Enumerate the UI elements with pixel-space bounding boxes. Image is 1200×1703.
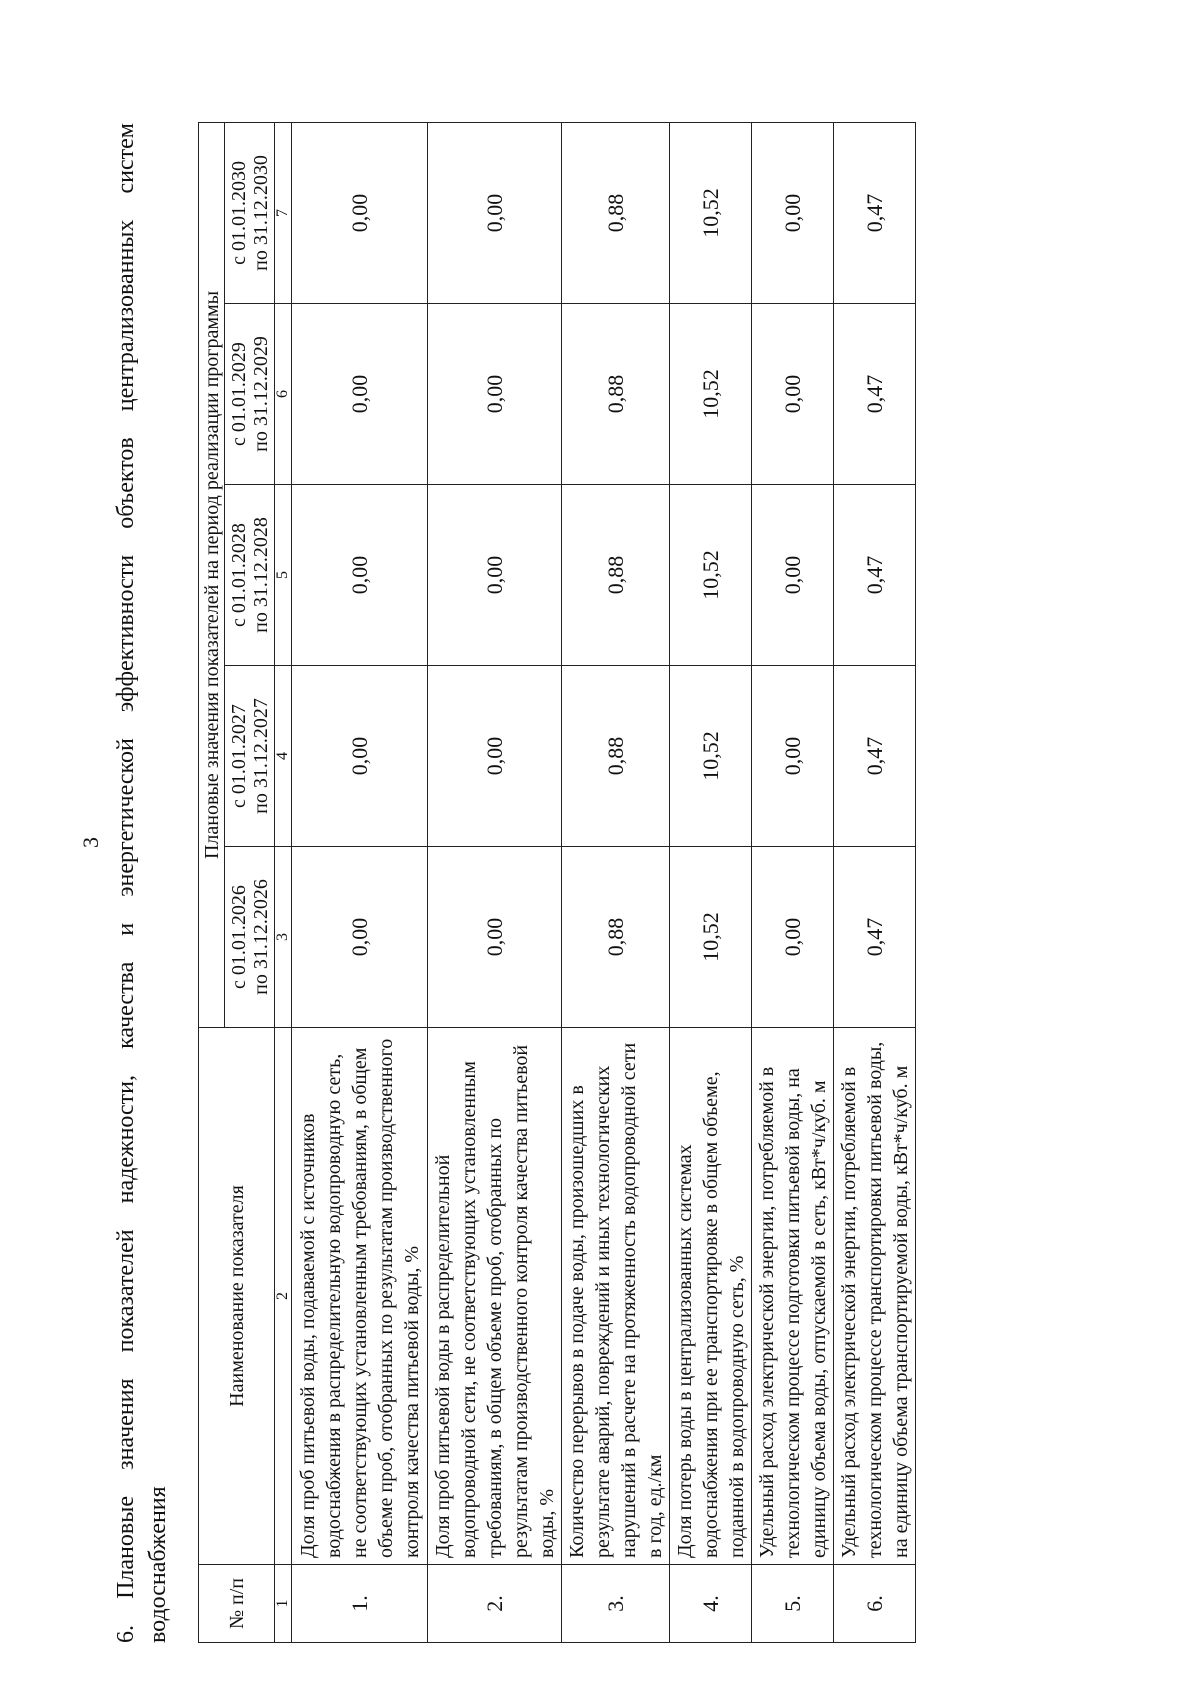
column-index: 6 (275, 304, 292, 485)
value-cell: 10,52 (670, 666, 752, 847)
value-cell: 0,88 (562, 485, 670, 666)
value-cell: 0,00 (292, 847, 428, 1028)
value-cell: 0,47 (834, 666, 916, 847)
indicator-name: Доля проб питьевой воды в распределительной водопроводной сети, не соответствующих установленным требованиям, в общем объеме проб, отобранных по результатам производственного контроля качества питьевой воды, % (428, 1028, 562, 1565)
indicator-name: Количество перерывов в подаче воды, произошедших в результате аварий, повреждений и иных технологических нарушений в расчете на протяженность водопроводной сети в год, ед./км (562, 1028, 670, 1565)
value-cell: 10,52 (670, 485, 752, 666)
indicator-name: Удельный расход электрической энергии, потребляемой в технологическом процессе транспортировки питьевой воды, на единицу объема транспортируемой воды, кВт*ч/куб. м (834, 1028, 916, 1565)
table-row (752, 122, 834, 1642)
row-number: 2. (428, 1565, 562, 1643)
header-period: с 01.01.2029 по 31.12.2029 (225, 304, 275, 485)
value-cell: 0,00 (752, 847, 834, 1028)
value-cell: 0,88 (562, 666, 670, 847)
column-index: 1 (275, 1565, 292, 1643)
value-cell: 0,47 (834, 847, 916, 1028)
value-cell: 0,00 (292, 122, 428, 303)
value-cell: 0,47 (834, 122, 916, 303)
value-cell: 10,52 (670, 122, 752, 303)
value-cell: 10,52 (670, 304, 752, 485)
value-cell: 0,00 (292, 666, 428, 847)
column-index: 4 (275, 666, 292, 847)
page-number: 3 (78, 837, 103, 848)
value-cell: 0,00 (428, 122, 562, 303)
value-cell: 0,88 (562, 847, 670, 1028)
value-cell: 0,00 (752, 666, 834, 847)
table-row (834, 122, 916, 1642)
value-cell: 0,00 (292, 485, 428, 666)
column-index: 2 (275, 1028, 292, 1565)
table-row (670, 122, 752, 1642)
section-heading (110, 123, 174, 1643)
table-row (562, 122, 670, 1642)
row-number: 6. (834, 1565, 916, 1643)
header-period: с 01.01.2026 по 31.12.2026 (225, 847, 275, 1028)
header-period: с 01.01.2028 по 31.12.2028 (225, 485, 275, 666)
row-number: 3. (562, 1565, 670, 1643)
value-cell: 0,00 (752, 304, 834, 485)
column-index: 5 (275, 485, 292, 666)
indicator-name: Доля потерь воды в централизованных системах водоснабжения при ее транспортировке в общем объеме, поданной в водопроводную сеть, % (670, 1028, 752, 1565)
table-row (292, 122, 428, 1642)
value-cell: 0,00 (292, 304, 428, 485)
column-index: 3 (275, 847, 292, 1028)
value-cell: 0,00 (428, 485, 562, 666)
indicator-name: Удельный расход электрической энергии, потребляемой в технологическом процессе подготовки питьевой воды, на единицу объема воды, отпускаемой в сеть, кВт*ч/куб. м (752, 1028, 834, 1565)
value-cell: 0,47 (834, 304, 916, 485)
heading-line-1: 6. Плановые значения показателей надежности, качества и энергетической эффективности объектов централизованных систем (113, 123, 139, 1643)
indicators-table (198, 122, 916, 1643)
value-cell: 0,00 (428, 847, 562, 1028)
header-num: № п/п (199, 1565, 275, 1643)
table-row (428, 122, 562, 1642)
value-cell: 0,47 (834, 485, 916, 666)
heading-line-2: водоснабжения (145, 1486, 171, 1643)
column-index: 7 (275, 122, 292, 303)
row-number: 4. (670, 1565, 752, 1643)
indicator-name: Доля проб питьевой воды, подаваемой с источников водоснабжения в распределительную водопроводную сеть, не соответствующих установленным требованиям, в общем объеме проб, отобранных по результатам производственного контроля качества питьевой воды, % (292, 1028, 428, 1565)
row-number: 1. (292, 1565, 428, 1643)
value-cell: 0,88 (562, 122, 670, 303)
value-cell: 0,00 (428, 304, 562, 485)
row-number: 5. (752, 1565, 834, 1643)
value-cell: 10,52 (670, 847, 752, 1028)
value-cell: 0,88 (562, 304, 670, 485)
header-period: с 01.01.2030 по 31.12.2030 (225, 122, 275, 303)
rotated-page (0, 43, 1200, 1703)
value-cell: 0,00 (752, 485, 834, 666)
value-cell: 0,00 (428, 666, 562, 847)
value-cell: 0,00 (752, 122, 834, 303)
header-group: Плановые значения показателей на период реализации программы (199, 122, 225, 1027)
header-period: с 01.01.2027 по 31.12.2027 (225, 666, 275, 847)
header-name: Наименование показателя (199, 1028, 275, 1565)
